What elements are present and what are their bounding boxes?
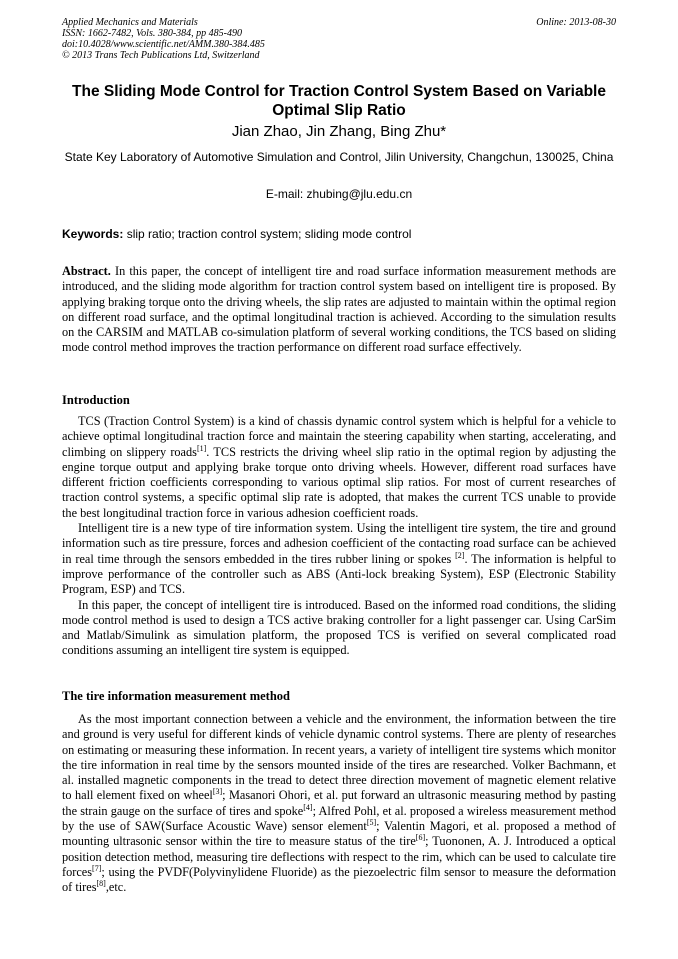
paragraph: In this paper, the concept of intelligent tire is introduced. Based on the informed road conditions, the sliding mode control method is used to design a TCS active braking controller for a light passenger car. Using CarSim and Matlab/Simulink as simulation platform, the proposed TCS is verified on several complicated road conditions assuming an intelligent tire system is equipped. [62,597,616,658]
text-run: . The information is helpful to improve performance of the controller such as ABS (Anti-lock breaking System), ESP (Electronic Stability Program, ESP) and TCS. [62,551,617,597]
text-run: Intelligent tire is a new type of tire information system. Using the intelligent tire system, the tire and ground information such as tire pressure, forces and adhesion coefficient of the contacting road surface can be achieved in real time through the sensors embedded in the tires rubber lining or spokes [62,521,616,566]
text-run: ; Tuononen, A. J. Introduced a optical position detection method, measuring tire deflections with respect to the rim, which can be used to calculate tire forces [62,834,616,879]
text-run: As the most important connection between a vehicle and the environment, the information between the tire and ground is very useful for different kinds of vehicle dynamic control systems. There are plenty of researches on estimating or measuring these information. In recent years, a variety of intelligent tire systems which monitor the tire information in real time by the sensors mounted inside of the tires are researched. Volker Bachmann, et al. installed magnetic components in the tread to detect three direction movement of magnetic element relative to hall element fixed on wheel [62,712,616,803]
keywords-label: Keywords: [62,227,124,241]
citation: [8] [96,879,106,889]
abstract [62,264,616,356]
copyright-line: © 2013 Trans Tech Publications Ltd, Switzerland [62,50,260,61]
paragraph [62,521,616,597]
journal-header [62,17,616,61]
text-run: ; Masanori Ohori, et al. put forward an ultrasonic measuring method by pasting the strain gauge on the surface of tires and spoke [62,788,616,818]
author-list: Jian Zhao, Jin Zhang, Bing Zhu* [231,123,447,140]
tire-section-body [62,712,616,896]
abstract-label: Abstract. [62,264,111,278]
contact-email: E-mail: zhubing@jlu.edu.cn [265,187,413,201]
text-run: TCS (Traction Control System) is a kind of chassis dynamic control system which is helpful for a vehicle to achieve optimal longitudinal traction force and maintain the steering capability when starting, accelerating, and climbing on slippery roads [62,414,616,459]
citation: [6] [415,833,426,843]
online-date: Online: 2013-08-30 [536,17,616,28]
citation: [5] [366,817,377,827]
section-heading-introduction: Introduction [62,393,130,407]
text-run: ; Valentin Magori, et al. proposed a method of mounting ultrasonic sensor within the tire to measure status of the tire [62,819,617,849]
paper-title: The Sliding Mode Control for Traction Control System Based on Variable Optimal Slip Ratio [72,83,606,119]
section-heading-tire-measurement: The tire information measurement method [62,689,290,703]
paragraph [62,712,616,896]
paragraph [62,414,616,521]
affiliation: State Key Laboratory of Automotive Simulation and Control, Jilin University, Changchun, 130025, China [64,150,614,164]
keywords-text: slip ratio; traction control system; sliding mode control [123,227,412,241]
text-run: ; using the PVDF(Polyvinylidene Fluoride) as the piezoelectric film sensor to measure the deformation of tires [62,864,616,895]
citation: [2] [455,550,465,560]
citation: [7] [92,863,102,873]
citation: [4] [303,802,313,812]
issn-line: ISSN: 1662-7482, Vols. 380-384, pp 485-490 [62,28,242,39]
doi-line: doi:10.4028/www.scientific.net/AMM.380-384.485 [62,39,265,50]
text-run: . TCS restricts the driving wheel slip ratio in the optimal region by adjusting the engine torque output and applying brake torque onto driving wheels. However, different road surfaces have different friction coefficients corresponding to various optimal slip ratios. For most of current researches of traction control systems, a specific optimal slip rate is adopted, that makes the current TCS unable to provide the best longitudinal traction force in various adhesion coefficient roads. [62,444,616,520]
introduction-body [62,414,616,659]
text-run: ; Alfred Pohl, et al. proposed a wireless measurement method by the use of SAW(Surface Acoustic Wave) sensor element [62,803,616,834]
citation: [1] [196,443,207,453]
abstract-text: In this paper, the concept of intelligent tire and road surface information measurement methods are introduced, and the sliding mode algorithm for traction control system based on intelligent tire is proposed. By applying braking torque onto the driving wheels, the slip rates are adjusted to maintain within the optimal region on different road surface, and the optimal longitudinal traction is achieved. According to the simulation results on the CARSIM and MATLAB co-simulation platform of several working conditions, the TCS based on sliding mode control method improves the traction performance on different road surface effectively. [62,264,616,355]
keywords [62,227,616,242]
citation: [3] [212,787,223,797]
journal-name: Applied Mechanics and Materials [62,17,198,28]
text-run: ,etc. [105,880,127,895]
